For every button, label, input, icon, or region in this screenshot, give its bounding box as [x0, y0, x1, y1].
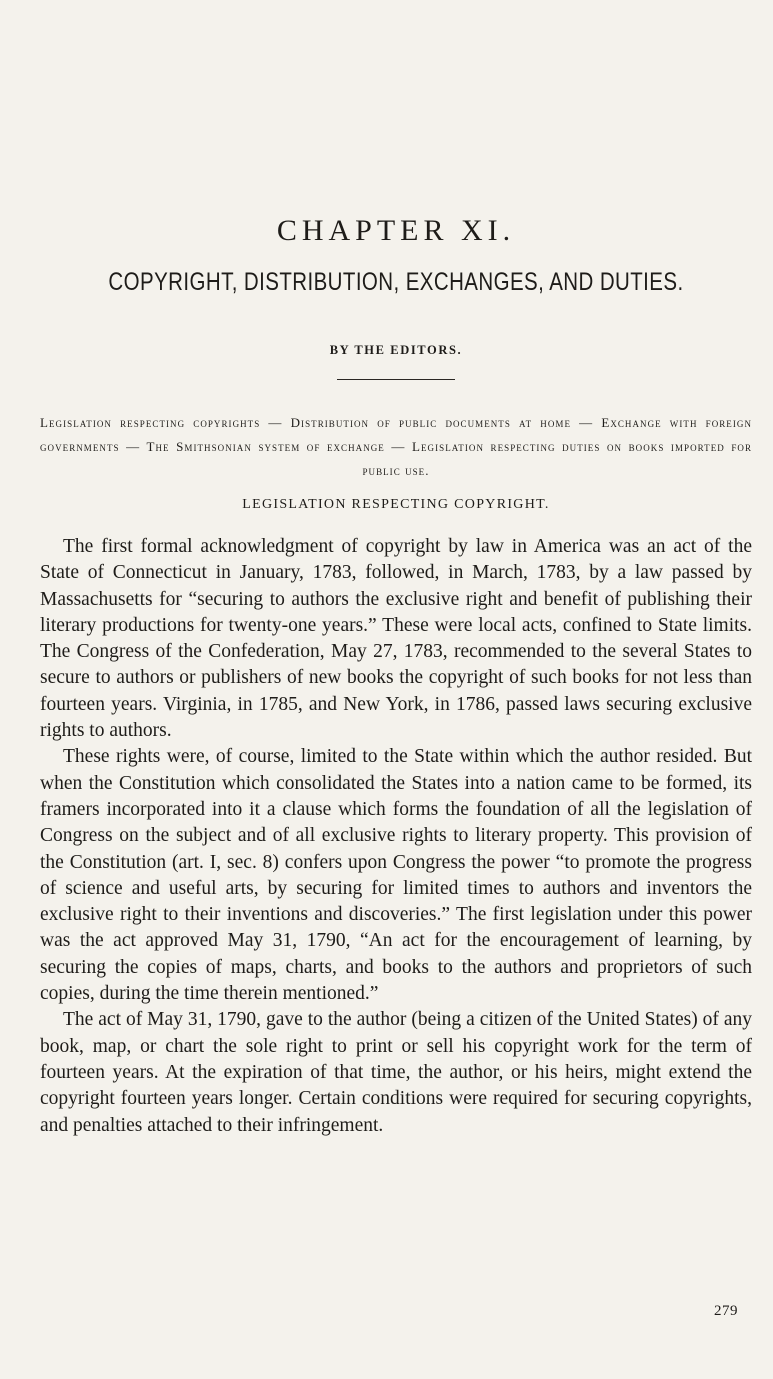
body-text: [40, 534, 752, 1139]
page-number: 279: [714, 1303, 738, 1319]
paragraph: These rights were, of course, limited to the State within which the author resided. But when the Constitution which consolidated the States into a nation came to be formed, its framers incorporated into it a clause which forms the foundation of all the legislation of Congress on the subject and of all exclusive rights to literary property. This provision of the Constitution (art. I, sec. 8) confers upon Congress the power “to promote the progress of science and useful arts, by securing for limited times to authors and inventors the exclusive right to their inventions and discoveries.” The first legislation under this power was the act approved May 31, 1790, “An act for the encouragement of learning, by securing the copies of maps, charts, and books to the authors and proprietors of such copies, during the time therein mentioned.”: [40, 746, 752, 1005]
paragraph: The act of May 31, 1790, gave to the author (being a citizen of the United States) of any book, map, or chart the sole right to print or sell his copyright work for the term of fourteen years. At the expiration of that time, the author, or his heirs, might extend the copyright fourteen years longer. Certain conditions were required for securing copyrights, and penalties attached to their infringement.: [40, 1009, 752, 1136]
chapter-title: COPYRIGHT, DISTRIBUTION, EXCHANGES, AND DUTIES.: [108, 268, 684, 296]
chapter-number: CHAPTER XI.: [276, 214, 516, 247]
book-page: [40, 0, 752, 1379]
divider-rule: [337, 379, 455, 380]
paragraph: The first formal acknowledgment of copyright by law in America was an act of the State of Connecticut in January, 1783, followed, in March, 1783, by a law passed by Massachusetts for “securing to authors the exclusive right and benefit of publishing their literary productions for twenty-one years.” These were local acts, confined to State limits. The Congress of the Confederation, May 27, 1783, recommended to the several States to secure to authors or publishers of new books the copyright of such books for not less than fourteen years. Virginia, in 1785, and New York, in 1786, passed laws securing exclusive rights to authors.: [40, 536, 752, 742]
byline: BY THE EDITORS.: [329, 343, 463, 357]
chapter-synopsis: Legislation respecting copyrights — Distribution of public documents at home — Exchange with foreign governments — The Smithsonian system of exchange — Legislation respecting duties on books imported for public use.: [40, 415, 752, 478]
section-heading: LEGISLATION RESPECTING COPYRIGHT.: [242, 497, 550, 512]
